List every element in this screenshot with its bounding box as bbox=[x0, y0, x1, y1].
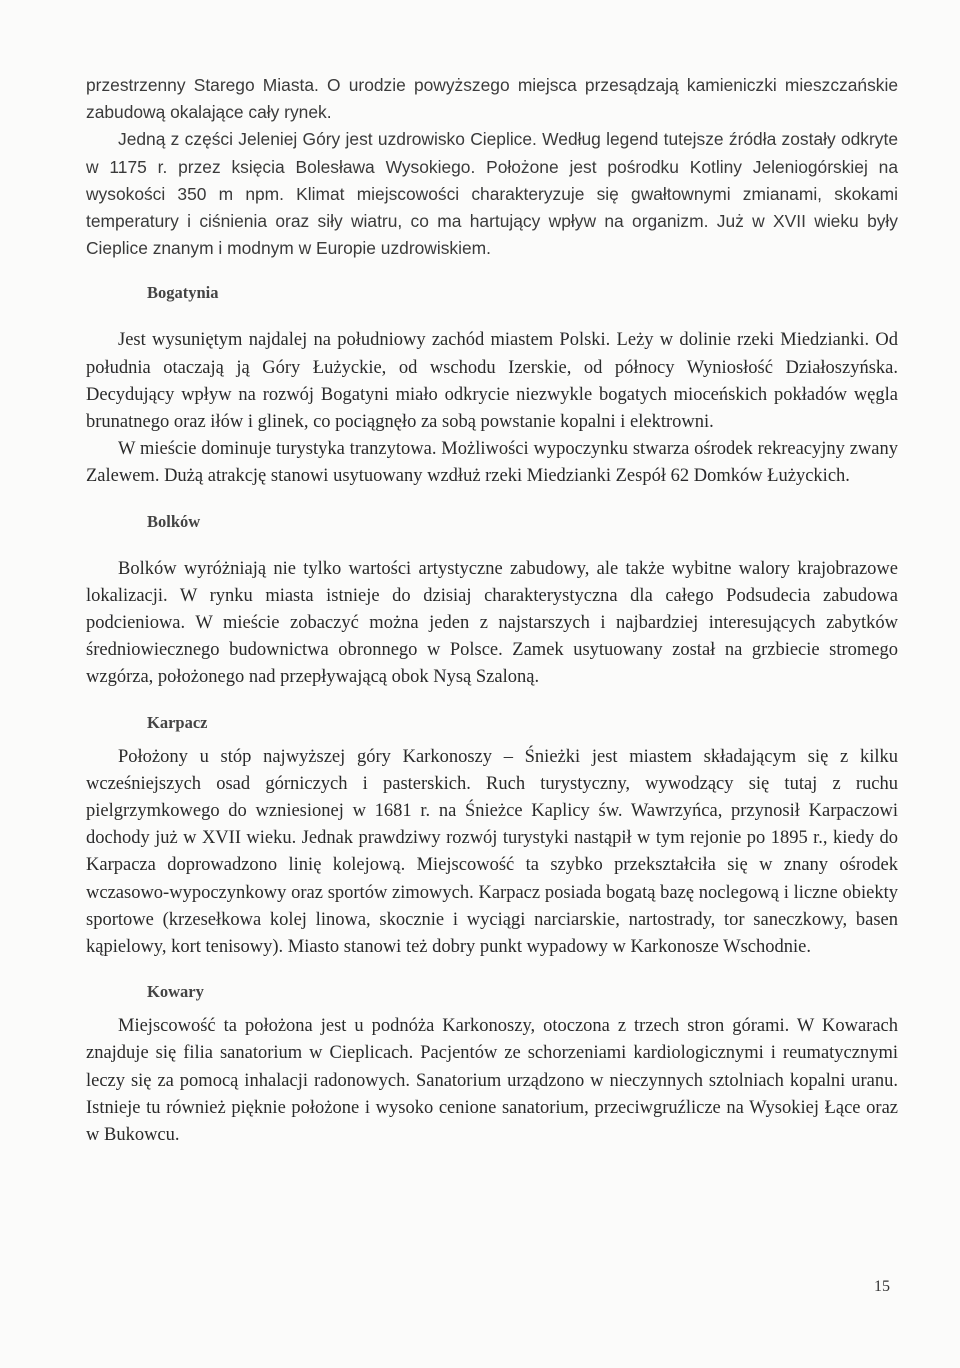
section-intro bbox=[86, 72, 898, 262]
document-page bbox=[86, 72, 898, 1149]
paragraph: Miejscowość ta położona jest u podnóża Karkonoszy, otoczona z trzech stron górami. W Kowarach znajduje się filia sanatorium w Cieplicach. Pacjentów ze schorzeniami kardiologicznymi i reumatycznymi leczy się za pomocą inhalacji radonowych. Sanatorium urządzono w nieczynnych sztolniach kopalni uranu. Istnieje tu również pięknie położone i wysoko cenione sanatorium, przeciwgruźlicze na Wysokiej Łące oraz w Bukowcu. bbox=[86, 1016, 898, 1146]
section-bolkow bbox=[86, 556, 898, 692]
paragraph: W mieście dominuje turystyka tranzytowa. Możliwości wypoczynku stwarza ośrodek rekreacyjny zwany Zalewem. Dużą atrakcję stanowi usytuowany wzdłuż rzeki Miedzianki Zespół 62 Domków Łużyckich. bbox=[86, 439, 898, 487]
paragraph: Położony u stóp najwyższej góry Karkonoszy – Śnieżki jest miastem składającym się z kilku wcześniejszych osad górniczych i pasterskich. Ruch turystyczny, wywodzący się tutaj z ruchu pielgrzymkowego do wzniesionej w 1681 r. na Śnieżce Kaplicy św. Wawrzyńca, przynosił Karpaczowi dochody już w XVII wieku. Jednak prawdziwy rozwój turystyki nastąpił w tym rejonie po 1895 r., kiedy do Karpacza doprowadzono linię kolejową. Miejscowość ta szybko przekształciła się w znany ośrodek wczasowo-wypoczynkowy oraz sportów zimowych. Karpacz posiada bogatą bazę noclegową i liczne obiekty sportowe (krzesełkowa kolej linowa, skocznie i wyciągi narciarskie, nartostrady, tor saneczkowy, basen kąpielowy, kort tenisowy). Miasto stanowi też dobry punkt wypadowy w Karkonosze Wschodnie. bbox=[86, 746, 898, 958]
section-karpacz bbox=[86, 744, 898, 962]
section-heading-bolkow: Bolków bbox=[147, 511, 201, 531]
section-kowary bbox=[86, 1013, 898, 1149]
section-heading-kowary: Kowary bbox=[147, 982, 204, 1002]
section-heading-bogatynia: Bogatynia bbox=[147, 283, 219, 303]
paragraph: Jest wysuniętym najdalej na południowy zachód miastem Polski. Leży w dolinie rzeki Miedzianki. Od południa otaczają ją Góry Łużyckie, od wschodu Izerskie, od północy Wyniosłość Działoszyńska. Decydujący wpływ na rozwój Bogatyni miało odkrycie niezwykle bogatych mioceńskich pokładów węgla brunatnego oraz iłów i glinek, co pociągnęło za sobą powstanie kopalni i elektrowni. bbox=[86, 330, 898, 433]
paragraph: Jedną z części Jeleniej Góry jest uzdrowisko Cieplice. Według legend tutejsze źródła zostały odkryte w 1175 r. przez księcia Bolesława Wysokiego. Położone jest pośrodku Kotliny Jeleniogórskiej na wysokości 350 m npm. Klimat miejscowości charakteryzuje się gwałtownymi zmianami, skokami temperatury i ciśnienia oraz siły wiatru, co ma hartujący wpływ na organizm. Już w XVII wieku były Cieplice znanym i modnym w Europie uzdrowiskiem. bbox=[86, 129, 898, 259]
section-bogatynia bbox=[86, 327, 898, 490]
paragraph: przestrzenny Starego Miasta. O urodzie powyższego miejsca przesądzają kamieniczki mieszczańskie zabudową okalające cały rynek. bbox=[86, 75, 898, 123]
page-number: 15 bbox=[874, 1278, 890, 1295]
section-heading-karpacz: Karpacz bbox=[147, 712, 208, 732]
paragraph: Bolków wyróżniają nie tylko wartości artystyczne zabudowy, ale także wybitne walory krajobrazowe lokalizacji. W rynku miasta istnieje do dzisiaj charakterystyczna dla całego Podsudecia zabudowa podcieniowa. W mieście zobaczyć można jeden z najstarszych i najbardziej interesujących zabytków średniowiecznego budownictwa obronnego w Polsce. Zamek usytuowany został na grzbiecie stromego wzgórza, położonego nad przepływającą obok Nysą Szaloną. bbox=[86, 558, 898, 688]
